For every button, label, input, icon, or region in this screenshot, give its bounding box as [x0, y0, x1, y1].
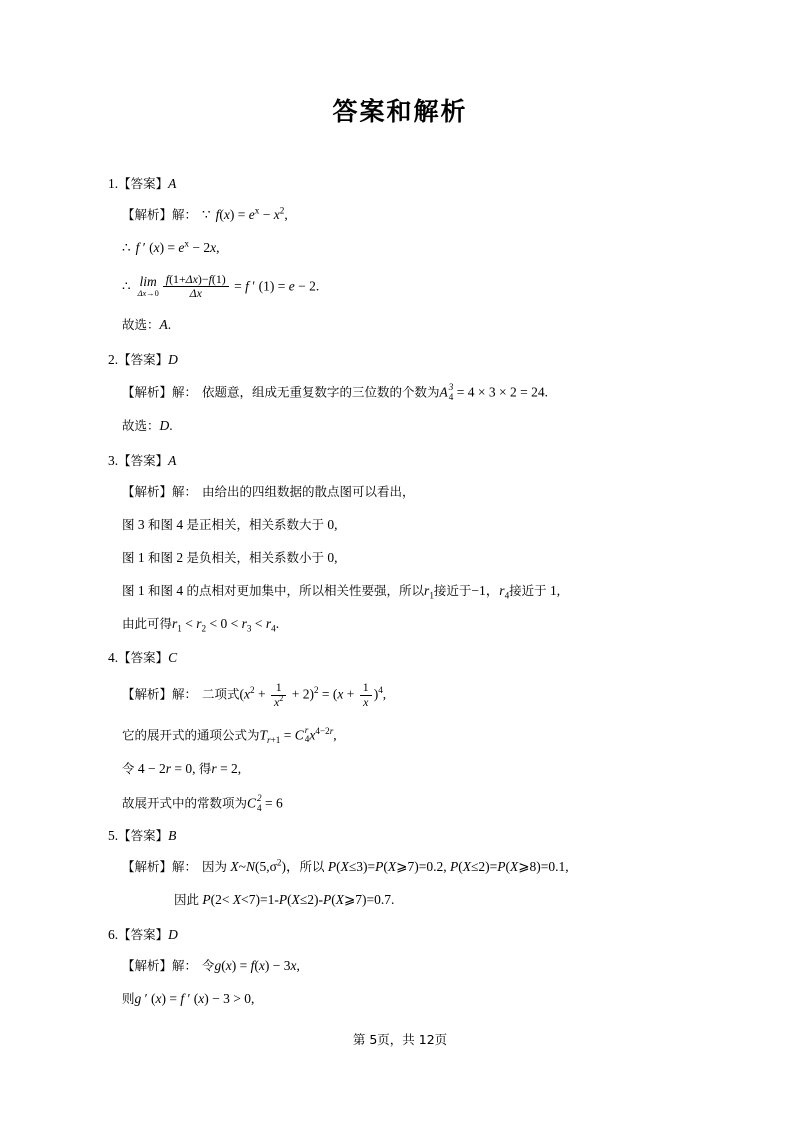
- answer-item-3-line-4: 图 1 和图 4 的点相对更加集中，所以相关性要强，所以$r_1$接近于−1，$r_4$接近于 1,: [122, 582, 561, 601]
- answer-label: 【答案】: [118, 926, 169, 942]
- answer-item-5-line-1: 【解析】解： 因为 $X\sim N(5,\sigma^2)$，所以 P(X≤3)=P(X⩾7)=0.2, P(X≤2)=P(X⩾8)=0.1,: [122, 857, 569, 875]
- answer-item-2-line-1: 【解析】解： 依题意，组成无重复数字的三位数的个数为A 3 4 = 4 × 3 × 2 = 24.: [122, 381, 548, 402]
- answer-item-4-line-2: 它的展开式的通项公式为$T_{r+1} = C$ r 4 $x^{4-2r}$,: [122, 724, 337, 745]
- answer-value: C: [168, 650, 178, 666]
- analysis-prefix: 解：: [172, 957, 198, 973]
- answer-item-4-line-3: 令 4 − 2r = 0, 得r = 2,: [122, 761, 242, 777]
- answer-item-3-line-5: 由此可得$r_1 < r_2 < 0 < r_3 < r_4$.: [122, 615, 280, 634]
- answer-item-6-header: [100, 925, 700, 943]
- answer-value: A: [168, 176, 177, 191]
- answer-item-5: [100, 826, 700, 909]
- answer-item-6-line-2: 则g ′ (x) = f ′ (x) − 3 > 0,: [122, 990, 255, 1006]
- analysis-prefix: 解：: [172, 686, 198, 702]
- answers-list: [100, 174, 700, 1008]
- answer-item-2-header: [100, 350, 700, 368]
- answer-item-3-line-2: 图 3 和图 4 是正相关，相关系数大于 0,: [122, 516, 338, 532]
- answer-item-3-header: [100, 451, 700, 469]
- analysis-label: 【解析】: [122, 686, 173, 702]
- answer-item-6-line-1: 【解析】解： 令g(x) = f(x) − 3x,: [122, 957, 300, 973]
- answer-value: D: [168, 351, 178, 367]
- answer-item-1-line-4: 故选：A.: [122, 317, 172, 333]
- answer-item-3-line-3: 图 1 和图 2 是负相关，相关系数小于 0,: [122, 549, 338, 565]
- item-number: 6.: [108, 926, 119, 942]
- analysis-label: 【解析】: [122, 384, 173, 400]
- item-number: 1.: [108, 176, 119, 191]
- analysis-label: 【解析】: [122, 207, 173, 222]
- answer-item-1: [100, 174, 700, 334]
- page-footer: 第 5页，共 12页: [352, 1032, 448, 1047]
- answer-item-4-line-4: 故展开式中的常数项为C 2 4 = 6: [122, 792, 283, 813]
- page-title: 答案和解析: [332, 97, 468, 126]
- answer-value: B: [168, 828, 177, 844]
- answer-item-5-header: [100, 826, 700, 844]
- analysis-prefix: 解：: [172, 484, 198, 500]
- answer-label: 【答案】: [118, 453, 169, 469]
- analysis-prefix: 解：: [172, 207, 198, 222]
- answer-item-2: [100, 350, 700, 435]
- analysis-label: 【解析】: [122, 484, 173, 500]
- answer-item-1-line-2: ∴ f ′ $(x) = e^x - 2x$,: [122, 238, 220, 255]
- answer-item-1-line-1: 【解析】解： ∵ $f(x) = e^x - x^2$,: [122, 205, 288, 222]
- answer-item-1-header: [100, 174, 700, 192]
- answer-item-3: [100, 451, 700, 632]
- answer-label: 【答案】: [118, 176, 169, 191]
- answer-value: D: [168, 926, 178, 942]
- answer-item-4-line-1: 【解析】解： 二项式($x^2$ + $\frac{1}{x^2}$ + 2)$^2$ = (x + $\frac{1}{x}$ )$^4$,: [122, 680, 387, 710]
- answer-item-4-header: [100, 648, 700, 666]
- item-number: 2.: [108, 351, 119, 367]
- analysis-label: 【解析】: [122, 957, 173, 973]
- answer-item-3-line-1: 【解析】解： 由给出的四组数据的散点图可以看出，: [122, 484, 415, 500]
- answer-label: 【答案】: [118, 351, 169, 367]
- answer-item-4: [100, 648, 700, 813]
- analysis-prefix: 解：: [172, 384, 198, 400]
- item-number: 5.: [108, 828, 119, 844]
- answer-item-2-line-2: 故选：D.: [122, 418, 173, 434]
- item-number: 4.: [108, 650, 119, 666]
- item-number: 3.: [108, 453, 119, 469]
- analysis-prefix: 解：: [172, 859, 198, 875]
- answer-label: 【答案】: [118, 650, 169, 666]
- answer-item-1-line-3: ∴ lim Δx→0 $\frac{f(1+\Delta x)-f(1)}{\Delta x}$ = f ′ (1) = e − 2.: [122, 271, 320, 301]
- analysis-label: 【解析】: [122, 859, 173, 875]
- answer-value: A: [168, 453, 177, 469]
- answer-label: 【答案】: [118, 828, 169, 844]
- answer-item-6: [100, 925, 700, 1008]
- answer-item-5-line-2: 因此 P(2< X<7)=1-P(X≤2)-P(X⩾7)=0.7.: [174, 892, 395, 908]
